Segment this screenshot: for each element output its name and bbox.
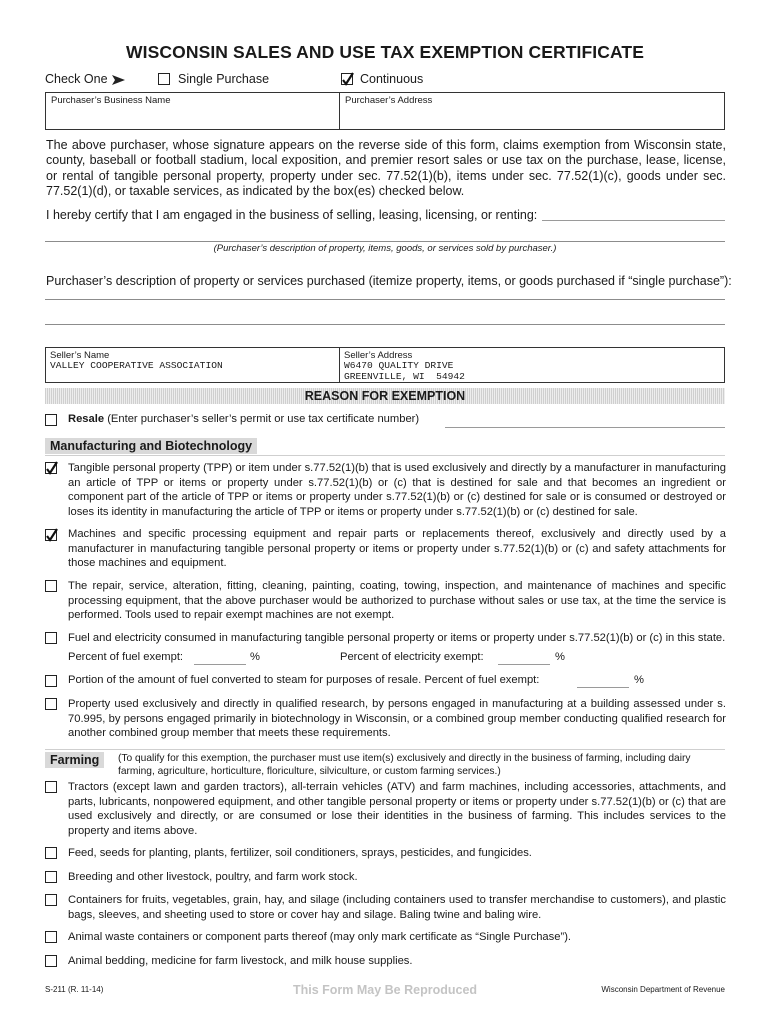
seller-address-label: Seller’s Address: [344, 350, 413, 361]
form-number: S-211 (R. 11-14): [45, 985, 104, 994]
resale-checkbox[interactable]: [45, 414, 57, 426]
seller-address-line1[interactable]: W6470 QUALITY DRIVE: [344, 360, 454, 371]
farm-item-4-checkbox[interactable]: [45, 894, 57, 906]
farm-item-5-checkbox[interactable]: [45, 931, 57, 943]
purchased-desc-label: Purchaser’s description of property or services purchased (itemize property, items, or goods purchased if “single purchase”):: [46, 274, 732, 288]
seller-address-line2[interactable]: GREENVILLE, WI 54942: [344, 371, 465, 382]
farm-item-2-text: Feed, seeds for planting, plants, fertilizer, soil conditioners, sprays, pesticides, and fungicides.: [68, 847, 532, 859]
farm-item-2-checkbox[interactable]: [45, 847, 57, 859]
manufacturing-rule: [45, 455, 725, 456]
farm-item-1-text: Tractors (except lawn and garden tractors), all-terrain vehicles (ATV) and farm machines, including accessories, attachments, and parts, lubricants, nonpowered equipment, and other tangible personal property or items or property under s.77.52(1)(b) or (c) that are used exclusively and directly, or are consumed or lose their identities in the business of farming. This includes services to the property and items above.: [68, 781, 726, 837]
farm-item-1-checkbox[interactable]: [45, 781, 57, 793]
certify-caption: (Purchaser’s description of property, items, goods, or services sold by purchaser.): [213, 243, 557, 254]
department-name: Wisconsin Department of Revenue: [601, 985, 725, 994]
electricity-percent-label: Percent of electricity exempt:: [340, 651, 484, 663]
mfg-item-3-text: The repair, service, alteration, fitting, cleaning, painting, coating, towing, inspection, and maintenance of machines and specific processing equipment, that the above purchaser would be authorized to purchase without sales or use tax, at the time the service is performed. Tools used to repair exempt machines are not exempt.: [68, 580, 726, 622]
mfg-item-5-text: Portion of the amount of fuel converted to steam for purposes of resale. Percent of fuel exempt:: [68, 674, 540, 686]
mfg-item-4-checkbox[interactable]: [45, 632, 57, 644]
purchaser-box: [45, 92, 725, 130]
reason-heading-bar: [45, 388, 725, 404]
continuous-label: Continuous: [360, 72, 424, 86]
purchased-desc-line-2[interactable]: [45, 324, 725, 325]
mfg-item-5-checkbox[interactable]: [45, 675, 57, 687]
fuel-percent-label: Percent of fuel exempt:: [68, 651, 184, 663]
fuel-percent-sign: %: [250, 651, 260, 663]
mfg-item-4-text: Fuel and electricity consumed in manufacturing tangible personal property or items or property under s.77.52(1)(b) or (c) in this state.: [68, 632, 726, 644]
reason-heading: REASON FOR EXEMPTION: [304, 389, 466, 403]
purchased-desc-line-1[interactable]: [45, 299, 725, 300]
seller-box: [45, 347, 725, 383]
checkmark-icon: [45, 460, 59, 476]
electricity-percent-field[interactable]: [498, 664, 550, 665]
mfg-item-6-checkbox[interactable]: [45, 698, 57, 710]
farm-item-6-text: Animal bedding, medicine for farm livestock, and milk house supplies.: [68, 955, 413, 967]
manufacturing-heading: Manufacturing and Biotechnology: [45, 438, 257, 454]
steam-percent-field[interactable]: [577, 687, 629, 688]
fuel-percent-field[interactable]: [194, 664, 246, 665]
electricity-percent-sign: %: [555, 651, 565, 663]
business-line-1[interactable]: [542, 220, 725, 221]
arrow-right-icon: [112, 74, 126, 86]
checkmark-icon: [341, 71, 355, 87]
mfg-item-2-text: Machines and specific processing equipment and repair parts or replacements thereof, exclusively and directly used by a manufacturer in manufacturing tangible personal property or items or property under s.77.52(1)(b) or (c) and safety attachments for those machines and equipment.: [68, 528, 726, 570]
seller-name-value[interactable]: VALLEY COOPERATIVE ASSOCIATION: [50, 360, 223, 371]
intro-paragraph: The above purchaser, whose signature appears on the reverse side of this form, claims exemption from Wisconsin state, county, baseball or football stadium, local exposition, and premier resort sales or use tax on the purchase, lease, license, or rental of tangible personal property, property under sec. 77.52(1)(b), items under sec. 77.52(1)(c), goods under sec. 77.52(1)(d), or taxable services, as indicated by the box(es) checked below.: [46, 138, 726, 199]
resale-text: (Enter purchaser’s seller’s permit or use tax certificate number): [107, 413, 420, 425]
mfg-item-1-text: Tangible personal property (TPP) or item under s.77.52(1)(b) that is used exclusively and directly by a manufacturer in manufacturing an article of TPP or items or property under s.77.52(1)(b) or (c) that is destined for sale and that becomes an ingredient or component part of the article of TPP or items or property under s.77.52(1)(b) or (c) destined for sale or is consumed or destroyed or loses its identity in manufacturing the article of TPP or items or property under s.77.52(1)(b) or (c) destined for sale.: [68, 462, 726, 518]
steam-percent-sign: %: [634, 674, 644, 686]
single-purchase-checkbox[interactable]: [158, 73, 170, 85]
farming-intro: (To qualify for this exemption, the purchaser must use item(s) exclusively and directly in the business of farming, including dairy farming, agriculture, horticulture, floriculture, silviculture, or custom farming services.): [118, 753, 691, 777]
checkmark-icon: [45, 527, 59, 543]
purchaser-name-field[interactable]: [48, 107, 336, 127]
single-purchase-label: Single Purchase: [178, 72, 270, 86]
mfg-item-2-checkbox[interactable]: [45, 529, 57, 541]
resale-permit-line[interactable]: [445, 427, 725, 428]
reproduce-note: This Form May Be Reproduced: [292, 983, 478, 997]
farm-item-3-checkbox[interactable]: [45, 871, 57, 883]
resale-bold: Resale: [68, 413, 105, 425]
mfg-item-1-checkbox[interactable]: [45, 462, 57, 474]
purchaser-address-field[interactable]: [342, 107, 722, 127]
purchaser-address-label: Purchaser’s Address: [345, 95, 433, 106]
seller-name-label: Seller’s Name: [50, 350, 110, 361]
farm-item-4-text: Containers for fruits, vegetables, grain, hay, and silage (including containers used to transfer merchandise to customers), and plastic bags, sleeves, and sheeting used to store or cover hay and silage. Baling twine and baling wire.: [68, 894, 726, 921]
form-title: WISCONSIN SALES AND USE TAX EXEMPTION CERTIFICATE: [126, 42, 644, 62]
farming-rule: [45, 749, 725, 750]
mfg-item-3-checkbox[interactable]: [45, 580, 57, 592]
purchaser-name-label: Purchaser’s Business Name: [51, 95, 171, 106]
mfg-item-6-text: Property used exclusively and directly in qualified research, by persons engaged in manufacturing at a building assessed under s. 70.995, by persons engaged primarily in biotechnology in Wisconsin, or a combined group member conducting qualified research for another combined group member that meets these requirements.: [68, 698, 726, 740]
farming-heading: Farming: [45, 752, 104, 768]
certify-text: I hereby certify that I am engaged in the business of selling, leasing, licensing, or renting:: [46, 208, 538, 222]
farm-item-5-text: Animal waste containers or component parts thereof (may only mark certificate as “Single Purchase”).: [68, 931, 572, 943]
farm-item-3-text: Breeding and other livestock, poultry, and farm work stock.: [68, 871, 358, 883]
business-line-2[interactable]: [45, 241, 725, 242]
check-one-label: Check One: [45, 72, 108, 86]
continuous-checkbox[interactable]: [341, 73, 353, 85]
resale-line: [68, 413, 419, 425]
farm-item-6-checkbox[interactable]: [45, 955, 57, 967]
